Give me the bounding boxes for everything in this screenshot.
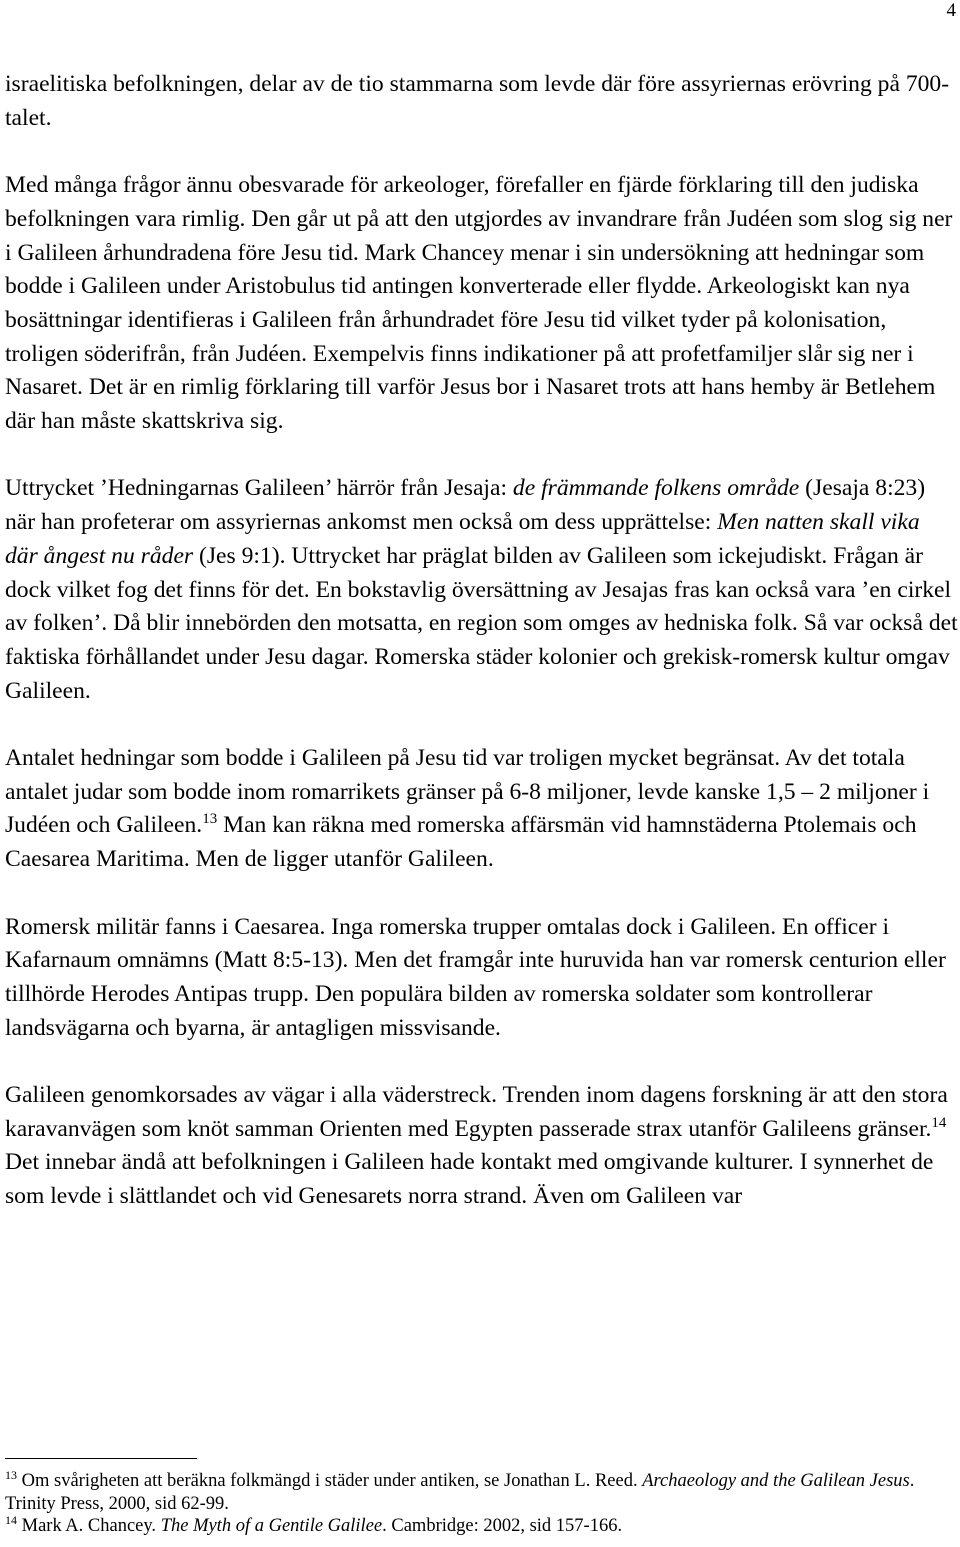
footnotes [5, 1470, 955, 1538]
footnote-text: Mark A. Chancey. [17, 1516, 161, 1536]
paragraph-5: Romersk militär fanns i Caesarea. Inga romerska trupper omtalas dock i Galileen. En officer i Kafarnaum omnämns (Matt 8:5-13). Men det framgår inte huruvida han var romersk centurion eller tillhörde Herodes Antipas trupp. Den populära bilden av romerska soldater som kontrollerar landsvägarna och byarna, är antagligen missvisande. [5, 913, 946, 1041]
paragraph-3-text: (Jesaja 8:23) när han profeterar om assyriernas ankomst men också om dess upprättelse: [5, 475, 926, 536]
paragraph-6-text: Galileen genomkorsades av vägar i alla väderstreck. Trenden inom dagens forskning är att den stora karavanvägen som knöt samman Orienten med Egypten passerade strax utanför Galileens gränser. [5, 1082, 948, 1142]
paragraph-6 [5, 1079, 958, 1214]
paragraph-6-text: Det innebar ändå att befolkningen i Galileen hade kontakt med omgivande kulturer. I synnerhet de som levde i slättlandet och vid Genesarets norra strand. Även om Galileen var [5, 1149, 934, 1210]
footnote-text: Om svårigheten att beräkna folkmängd i städer under antiken, se Jonathan L. Reed. [17, 1471, 643, 1491]
footnote-number: 14 [5, 1513, 17, 1527]
footnote-separator [5, 1458, 197, 1459]
paragraph-4-text: Antalet hedningar som bodde i Galileen på Jesu tid var troligen mycket begränsat. Av det totala antalet judar som bodde inom romarrikets gränser på 6-8 miljoner, levde kanske 1,5 – 2 miljoner i Judéen och Galileen. [5, 745, 930, 839]
footnote-text: . Trinity Press, 2000, sid 62-99. [5, 1471, 915, 1514]
paragraph-4 [5, 742, 958, 877]
footnote-ref-13[interactable]: 13 [202, 811, 218, 828]
quote-italic: de främmande folkens område [512, 475, 800, 502]
footnote-ref-14[interactable]: 14 [931, 1114, 947, 1131]
footnote-13 [5, 1470, 955, 1515]
body-text [5, 68, 958, 1248]
paragraph-3-text: (Jes 9:1). Uttrycket har präglat bilden av Galileen som ickejudiskt. Frågan är dock vilket fog det finns för det. En bokstavlig översättning av Jesajas fras kan också vara ’en cirkel av folken’. Då blir innebörden den motsatta, en region som omges av hedniska folk. Så var också det faktiska förhållandet under Jesu dagar. Romerska städer kolonier och grekisk-romersk kultur omgav Galileen. [5, 542, 958, 704]
paragraph-4-text: Man kan räkna med romerska affärsmän vid hamnstäderna Ptolemais och Caesarea Maritima. Men de ligger utanför Galileen. [5, 812, 917, 873]
quote-italic: Men natten skall vika där ångest nu råder [5, 509, 920, 569]
paragraph-2: Med många frågor ännu obesvarade för arkeologer, förefaller en fjärde förklaring till den judiska befolkningen vara rimlig. Den går ut på att den utgjordes av invandrare från Judéen som slog sig ner i Galileen århundradena före Jesu tid. Mark Chancey menar i sin undersökning att hedningar som bodde i Galileen under Aristobulus tid antingen konverterade eller flydde. Arkeologiskt kan nya bosättningar identifieras i Galileen från århundradet före Jesu tid vilket tyder på kolonisation, troligen söderifrån, från Judéen. Exempelvis finns indikationer på att profetfamiljer slår sig ner i Nasaret. Det är en rimlig förklaring till varför Jesus bor i Nasaret trots att hans hemby är Betlehem där han måste skattskriva sig. [5, 172, 953, 435]
paragraph-3 [5, 472, 958, 708]
paragraph-3-text: Uttrycket ’Hedningarnas Galileen’ härrör från Jesaja: [5, 475, 513, 502]
page-number: 4 [946, 0, 956, 21]
footnote-title: Archaeology and the Galilean Jesus [642, 1471, 910, 1491]
footnote-title: The Myth of a Gentile Galilee [160, 1516, 383, 1536]
footnote-text: . Cambridge: 2002, sid 157-166. [382, 1516, 623, 1536]
paragraph-1: israelitiska befolkningen, delar av de tio stammarna som levde där före assyriernas erövring på 700-talet. [5, 71, 950, 131]
footnote-number: 13 [5, 1468, 17, 1482]
footnote-14 [5, 1515, 955, 1538]
